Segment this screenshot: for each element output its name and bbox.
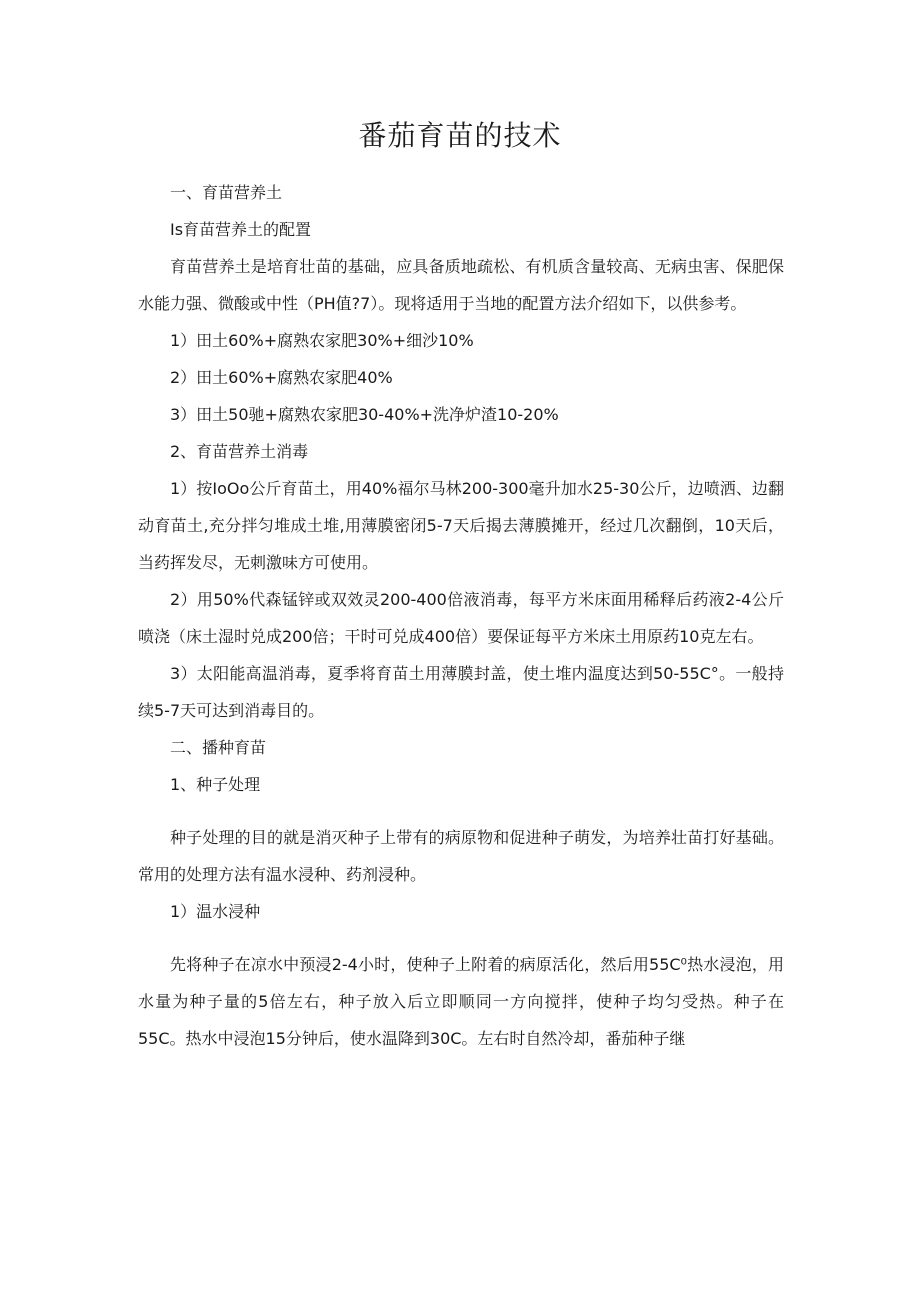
list-item-formula-2: 2）田土60%+腐熟农家肥40% <box>170 368 393 387</box>
paragraph-warm-water-soak: 先将种子在凉水中预浸2-4小时，使种子上附着的病原活化，然后用55C⁰热水浸泡，用水量为种子量的5倍左右，种子放入后立即顺同一方向搅拌，使种子均匀受热。种子在55C。热水中浸泡15分钟后，使水温降到30C。左右时自然冷却，番茄种子继 <box>138 955 784 1048</box>
paragraph-nutrient-soil-intro: 育苗营养土是培育壮苗的基础，应具备质地疏松、有机质含量较高、无病虫害、保肥保水能力强、微酸或中性（PH值?7）。现将适用于当地的配置方法介绍如下，以供参考。 <box>138 257 784 313</box>
heading-section-1: 一、育苗营养土 <box>170 183 283 202</box>
heading-warm-water-soak: 1）温水浸种 <box>170 902 261 921</box>
heading-seed-treatment: 1、种子处理 <box>170 775 261 794</box>
document-body <box>138 174 784 1057</box>
list-item-disinfect-2: 2）用50%代森锰锌或双效灵200-400倍液消毒，每平方米床面用稀释后药液2-4公斤喷浇（床土湿时兑成200倍；干时可兑成400倍）要保证每平方米床土用原药10克左右。 <box>138 590 784 646</box>
list-item-formula-1: 1）田土60%+腐熟农家肥30%+细沙10% <box>170 331 474 350</box>
document-title: 番茄育苗的技术 <box>358 119 562 152</box>
list-item-disinfect-1: 1）按IoOo公斤育苗土，用40%福尔马林200-300毫升加水25-30公斤，边喷洒、边翻动育苗土,充分拌匀堆成土堆,用薄膜密闭5-7天后揭去薄膜摊开，经过几次翻倒，10天后，当药挥发尽，无刺激味方可使用。 <box>138 479 784 572</box>
list-item-formula-3: 3）田土50驰+腐熟农家肥30-40%+洗净炉渣10-20% <box>170 405 559 424</box>
heading-subsection-1: Is育苗营养土的配置 <box>170 220 312 239</box>
list-item-disinfect-3: 3）太阳能高温消毒，夏季将育苗土用薄膜封盖，使土堆内温度达到50-55C°。一般持续5-7天可达到消毒目的。 <box>138 664 784 720</box>
heading-subsection-2: 2、育苗营养土消毒 <box>170 442 309 461</box>
paragraph-seed-treatment: 种子处理的目的就是消灭种子上带有的病原物和促进种子萌发，为培养壮苗打好基础。常用的处理方法有温水浸种、药剂浸种。 <box>138 828 784 884</box>
heading-section-2: 二、播种育苗 <box>170 738 267 757</box>
